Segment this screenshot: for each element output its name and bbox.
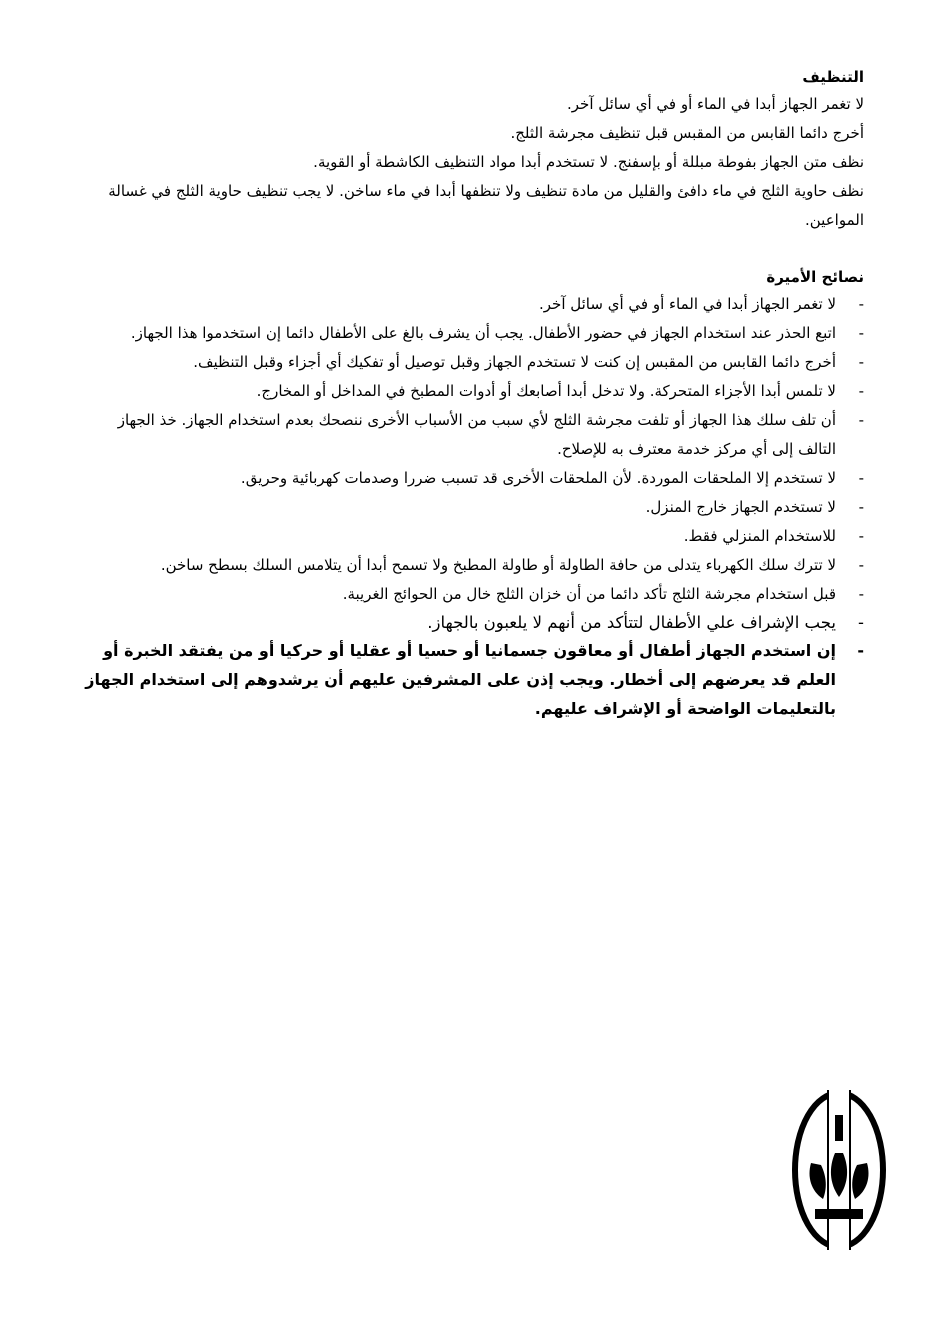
tip-item: - لا تغمر الجهاز أبدا في الماء أو في أي سائل آخر. xyxy=(84,290,864,319)
cleaning-heading: التنظيف xyxy=(802,68,864,86)
tips-list xyxy=(84,290,864,723)
tip-item: - لا تترك سلك الكهرباء يتدلى من حافة الطاولة أو طاولة المطبخ ولا تسمح أبدا أن يتلامس السلك بسطح ساخن. xyxy=(84,551,864,580)
tip-item: - اتبع الحذر عند استخدام الجهاز في حضور الأطفال. يجب أن يشرف بالغ على الأطفال دائما إن استخدموا هذا الجهاز. xyxy=(84,319,864,348)
cleaning-paragraph: أخرج دائما القابس من المقبس قبل تنظيف مجرشة الثلج. xyxy=(510,124,864,142)
tip-item: - لا تستخدم الجهاز خارج المنزل. xyxy=(84,493,864,522)
tips-section xyxy=(84,264,864,723)
cleaning-paragraph: لا تغمر الجهاز أبدا في الماء أو في أي سائل آخر. xyxy=(567,95,864,113)
tip-item: - قبل استخدام مجرشة الثلج تأكد دائما من أن خزان الثلج خال من الحوائج الغريبة. xyxy=(84,580,864,609)
cleaning-paragraph: نظف متن الجهاز بفوطة مبللة أو بإسفنج. لا تستخدم أبدا مواد التنظيف الكاشطة أو القوية. xyxy=(313,153,864,171)
tip-item: - للاستخدام المنزلي فقط. xyxy=(84,522,864,551)
tip-item: - أخرج دائما القابس من المقبس إن كنت لا تستخدم الجهاز وقبل توصيل أو تفكيك أي أجزاء وقبل التنظيف. xyxy=(84,348,864,377)
tip-item-bold-warning: - إن استخدم الجهاز أطفال أو معاقون جسمانيا أو حسيا أو عقليا أو حركيا أو من يفتقد الخبرة أو العلم قد يعرضهم إلى أخطار. ويجب إذن على المشرفين عليهم أن يرشدوهم إلى استخدام الجهاز بالتعليمات الواضحة أو الإشراف عليهم. xyxy=(84,636,864,723)
brand-crown-logo-icon xyxy=(787,1085,891,1255)
document-content xyxy=(84,64,864,723)
tips-heading: نصائح الأميرة xyxy=(766,268,864,286)
tip-item: - يجب الإشراف علي الأطفال لتتأكد من أنهم لا يلعبون بالجهاز. xyxy=(84,609,864,636)
tip-item: - لا تستخدم إلا الملحقات الموردة. لأن الملحقات الأخرى قد تسبب ضررا وصدمات كهربائية وحريق. xyxy=(84,464,864,493)
tip-item: - أن تلف سلك هذا الجهاز أو تلفت مجرشة الثلج لأي سبب من الأسباب الأخرى ننصحك بعدم استخدام الجهاز. خذ الجهاز التالف إلى أي مركز خدمة معترف به للإصلاح. xyxy=(84,406,864,464)
cleaning-section xyxy=(84,64,864,235)
tip-item: - لا تلمس أبدا الأجزاء المتحركة. ولا تدخل أبدا أصابعك أو أدوات المطبخ في المداخل أو المخارج. xyxy=(84,377,864,406)
cleaning-paragraph: نظف حاوية الثلج في ماء دافئ والقليل من مادة تنظيف ولا تنظفها أبدا في ماء ساخن. لا يجب تنظيف حاوية الثلج في غسالة المواعين. xyxy=(108,182,864,229)
